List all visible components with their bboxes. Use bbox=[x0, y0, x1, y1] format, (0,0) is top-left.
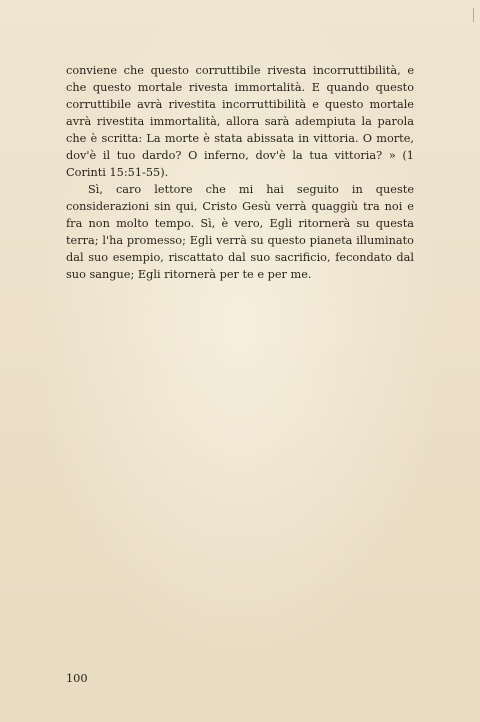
page-number: 100 bbox=[66, 672, 88, 685]
paragraph-second: Sì, caro lettore che mi hai seguito in queste considerazioni sin qui, Cristo Gesù verrà quaggiù tra noi e fra non molto tempo. Sì, è vero, Egli ritornerà su questa terra; l'ha promesso; Egli verrà su questo pianeta illuminato dal suo esempio, riscattato dal suo sacrificio, fecondato dal suo sangue; Egli ritornerà per te e per me. bbox=[66, 183, 414, 281]
paragraph-continuation: conviene che questo corruttibile rivesta incorruttibilità, e che questo mortale rivesta immortalità. E quando questo corruttibile avrà rivestita incorruttibilità e questo mortale avrà rivestita immortalità, allora sarà adempiuta la parola che è scritta: La morte è stata abissata in vittoria. O morte, dov'è il tuo dardo? O inferno, dov'è la tua vittoria? » (1 Corinti 15:51-55). bbox=[66, 64, 414, 179]
body-text bbox=[66, 62, 414, 283]
page-edge-mark bbox=[473, 8, 474, 22]
